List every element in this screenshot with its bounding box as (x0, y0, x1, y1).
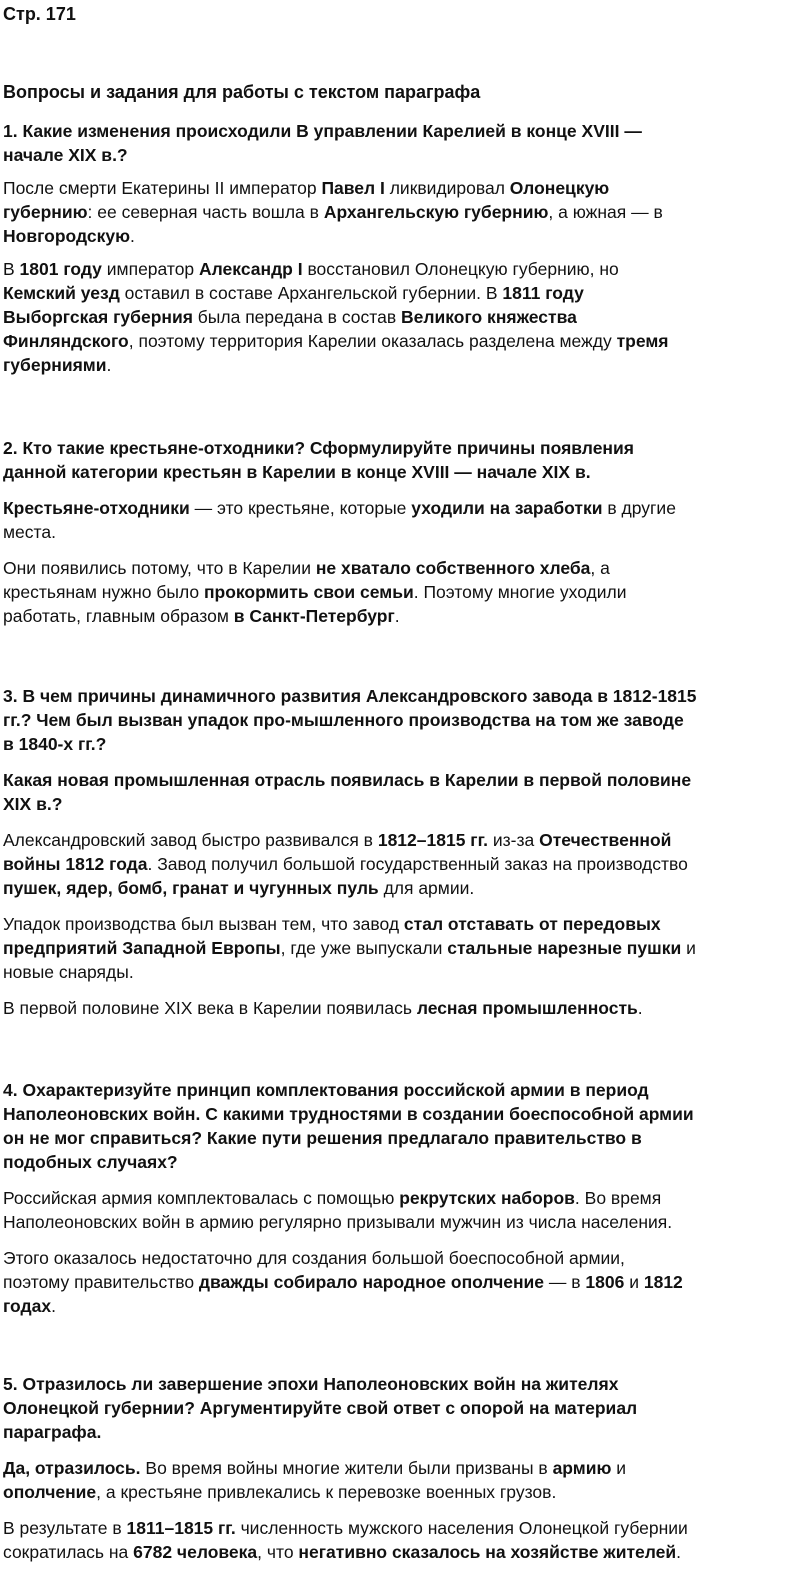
text-run: , что (257, 1542, 299, 1562)
text-run: Олонецкой губернии? Аргументируйте свой ответ с опорой на материал (3, 1398, 638, 1418)
text-line (3, 1396, 795, 1420)
bold-run: 1812–1815 гг. (377, 830, 488, 850)
text-run: и (611, 1458, 627, 1478)
text-line (3, 876, 795, 900)
answer-3-paragraph-2 (3, 912, 795, 984)
text-run: ликвидировал (384, 178, 510, 198)
text-run: в 1840-х гг.? (3, 734, 107, 754)
text-line (3, 768, 795, 792)
bold-run: годах (3, 1296, 52, 1316)
text-line (3, 329, 795, 353)
text-run: В (3, 259, 20, 279)
bold-run: Александр I (199, 259, 303, 279)
bold-run: Отечественной (539, 830, 672, 850)
text-run: Упадок производства был вызван тем, что завод (3, 914, 404, 934)
question-3-extra (3, 768, 795, 816)
bold-run: Олонецкую (509, 178, 610, 198)
question-2 (3, 436, 795, 484)
text-line (3, 1210, 795, 1234)
text-run: работать, главным образом (3, 606, 234, 626)
text-line (3, 1540, 795, 1564)
text-run: Наполеоновских войн в армию регулярно призывали мужчин из числа населения. (3, 1212, 673, 1232)
qa-block-3 (3, 684, 795, 1020)
text-line (3, 1102, 795, 1126)
question-3 (3, 684, 795, 756)
bold-run: Выборгская губерния (3, 307, 193, 327)
bold-run: войны 1812 года (3, 854, 148, 874)
question-4 (3, 1078, 795, 1174)
text-line (3, 496, 795, 520)
text-run: оставил в составе Архангельской губернии. В (119, 283, 503, 303)
page-number: Стр. 171 (3, 4, 76, 24)
text-run: . Во время (574, 1188, 662, 1208)
bold-run: стал отставать от передовых (403, 914, 661, 934)
answer-4-paragraph-2 (3, 1246, 795, 1318)
text-run: новые снаряды. (3, 962, 134, 982)
text-line (3, 353, 795, 377)
bold-run: 1811 году (502, 283, 584, 303)
bold-run: Великого княжества (400, 307, 577, 327)
text-line (3, 556, 795, 580)
qa-block-4 (3, 1078, 795, 1318)
text-run: подобных случаях? (3, 1152, 178, 1172)
text-run: восстановил Олонецкую губернию, но (302, 259, 619, 279)
text-line (3, 460, 795, 484)
text-line (3, 1420, 795, 1444)
text-run: поэтому правительство (3, 1272, 199, 1292)
answer-3-paragraph-3 (3, 996, 795, 1020)
text-line (3, 936, 795, 960)
text-run: . (130, 226, 135, 246)
text-run: крестьянам нужно было (3, 582, 204, 602)
text-run: для армии. (378, 878, 475, 898)
text-line (3, 828, 795, 852)
bold-run: 1806 (585, 1272, 625, 1292)
answer-2-paragraph-2 (3, 556, 795, 628)
text-run: . (637, 998, 643, 1018)
text-line (3, 257, 795, 281)
bold-run: негативно сказалось на хозяйстве жителей (298, 1542, 677, 1562)
text-run: 3. В чем причины динамичного развития Александровского завода в 1812-1815 (3, 686, 697, 706)
qa-block-2 (3, 436, 795, 628)
bold-run: предприятий Западной Европы (3, 938, 281, 958)
answer-5-paragraph-1 (3, 1456, 795, 1504)
qa-block-5 (3, 1372, 795, 1564)
text-run: из-за (488, 830, 540, 850)
bold-run: 6782 человека (133, 1542, 258, 1562)
text-run: 4. Охарактеризуйте принцип комплектования российской армии в период (3, 1080, 649, 1100)
text-run: Во время войны многие жители были призваны в (140, 1458, 553, 1478)
text-run: начале XIX в.? (3, 145, 128, 165)
text-run: была передана в состав (192, 307, 401, 327)
text-line (3, 1270, 795, 1294)
text-line (3, 1456, 795, 1480)
question-1 (3, 119, 795, 167)
text-run: в другие (602, 498, 676, 518)
text-line (3, 1078, 795, 1102)
bold-run: рекрутских наборов (399, 1188, 575, 1208)
answer-1-paragraph-2 (3, 257, 795, 377)
text-run: Они появились потому, что в Карелии (3, 558, 316, 578)
bold-run: стальные нарезные пушки (447, 938, 682, 958)
bold-run: Финляндского (3, 331, 129, 351)
text-run: и (624, 1272, 644, 1292)
text-run: . (394, 606, 400, 626)
bold-run: Да, отразилось. (3, 1458, 141, 1478)
bold-run: уходили на заработки (411, 498, 603, 518)
text-line (3, 143, 795, 167)
text-run: Александровский завод быстро развивался в (3, 830, 378, 850)
bold-run: армию (552, 1458, 612, 1478)
text-run: данной категории крестьян в Карелии в конце XVIII — начале XIX в. (3, 462, 591, 482)
text-run: , где уже выпускали (280, 938, 448, 958)
text-line (3, 1126, 795, 1150)
bold-run: дважды собирало народное ополчение (198, 1272, 545, 1292)
bold-run: 1811–1815 гг. (126, 1518, 236, 1538)
text-run: XIX в.? (3, 794, 63, 814)
text-line (3, 1372, 795, 1396)
bold-run: Архангельскую губернию (323, 202, 549, 222)
text-line (3, 436, 795, 460)
bold-run: Павел I (321, 178, 385, 198)
text-run: . (106, 355, 112, 375)
section-title: Вопросы и задания для работы с текстом параграфа (3, 82, 481, 102)
text-line (3, 960, 795, 984)
answer-4-paragraph-1 (3, 1186, 795, 1234)
text-run: Этого оказалось недостаточно для создания большой боеспособной армии, (3, 1248, 625, 1268)
bold-run: 1812 (643, 1272, 683, 1292)
text-run: — это крестьяне, которые (189, 498, 412, 518)
text-run: 1. Какие изменения происходили В управлении Карелией в конце XVIII — (3, 121, 642, 141)
text-run: Российская армия комплектовалась с помощью (3, 1188, 400, 1208)
text-line (3, 604, 795, 628)
text-run: 5. Отразилось ли завершение эпохи Наполеоновских войн на жителях (3, 1374, 619, 1394)
text-line (3, 119, 795, 143)
bold-run: тремя (616, 331, 669, 351)
text-run: . Завод получил большой государственный заказ на производство (147, 854, 688, 874)
text-line (3, 732, 795, 756)
text-line (3, 708, 795, 732)
bold-run: прокормить свои семьи (203, 582, 414, 602)
question-5 (3, 1372, 795, 1444)
text-line (3, 1480, 795, 1504)
text-run: Наполеоновских войн. С какими трудностями в создании боеспособной армии (3, 1104, 694, 1124)
text-line (3, 176, 795, 200)
text-run: 2. Кто такие крестьяне-отходники? Сформулируйте причины появления (3, 438, 634, 458)
text-line (3, 996, 795, 1020)
text-line (3, 684, 795, 708)
text-line (3, 520, 795, 544)
bold-run: не хватало собственного хлеба (315, 558, 591, 578)
text-line (3, 1186, 795, 1210)
text-run: После смерти Екатерины II император (3, 178, 322, 198)
text-run: он не мог справиться? Какие пути решения предлагало правительство в (3, 1128, 642, 1148)
bold-run: лесная промышленность (416, 998, 638, 1018)
bold-run: Новгородскую (3, 226, 131, 246)
text-run: . (51, 1296, 56, 1316)
bold-run: 1801 году (19, 259, 102, 279)
bold-run: губерниями (3, 355, 107, 375)
bold-run: пушек, ядер, бомб, гранат и чугунных пуль (3, 878, 379, 898)
answer-1-paragraph-1 (3, 176, 795, 248)
text-line (3, 1294, 795, 1318)
text-run: сократилась на (3, 1542, 134, 1562)
bold-run: в Санкт-Петербург (233, 606, 395, 626)
text-line (3, 792, 795, 816)
text-line (3, 1516, 795, 1540)
text-run: , поэтому территория Карелии оказалась разделена между (128, 331, 617, 351)
text-run: . Поэтому многие уходили (413, 582, 627, 602)
bold-run: губернию (3, 202, 88, 222)
text-run: , а (590, 558, 610, 578)
text-run: численность мужского населения Олонецкой губернии (235, 1518, 688, 1538)
text-run: , а крестьяне привлекались к перевозке военных грузов. (96, 1482, 557, 1502)
text-run: В первой половине XIX века в Карелии появилась (3, 998, 417, 1018)
text-run: , а южная — в (548, 202, 663, 222)
text-run: и (681, 938, 696, 958)
text-run: гг.? Чем был вызван упадок про-мышленного производства на том же заводе (3, 710, 684, 730)
answer-2-paragraph-1 (3, 496, 795, 544)
text-run: Какая новая промышленная отрасль появилась в Карелии в первой половине (3, 770, 692, 790)
bold-run: Крестьяне-отходники (3, 498, 190, 518)
text-run: . (676, 1542, 682, 1562)
text-line (3, 224, 795, 248)
text-run: — в (544, 1272, 586, 1292)
text-line (3, 200, 795, 224)
text-line (3, 1150, 795, 1174)
text-line (3, 1246, 795, 1270)
text-line (3, 912, 795, 936)
qa-block-1 (3, 119, 795, 377)
text-run: В результате в (3, 1518, 127, 1538)
text-run: император (101, 259, 200, 279)
text-run: места. (3, 522, 56, 542)
answer-5-paragraph-2 (3, 1516, 795, 1564)
text-line (3, 305, 795, 329)
text-line (3, 852, 795, 876)
text-line (3, 281, 795, 305)
text-run: параграфа. (3, 1422, 102, 1442)
text-run: : ее северная часть вошла в (87, 202, 324, 222)
answer-3-paragraph-1 (3, 828, 795, 900)
bold-run: ополчение (3, 1482, 97, 1502)
bold-run: Кемский уезд (3, 283, 120, 303)
text-line (3, 580, 795, 604)
